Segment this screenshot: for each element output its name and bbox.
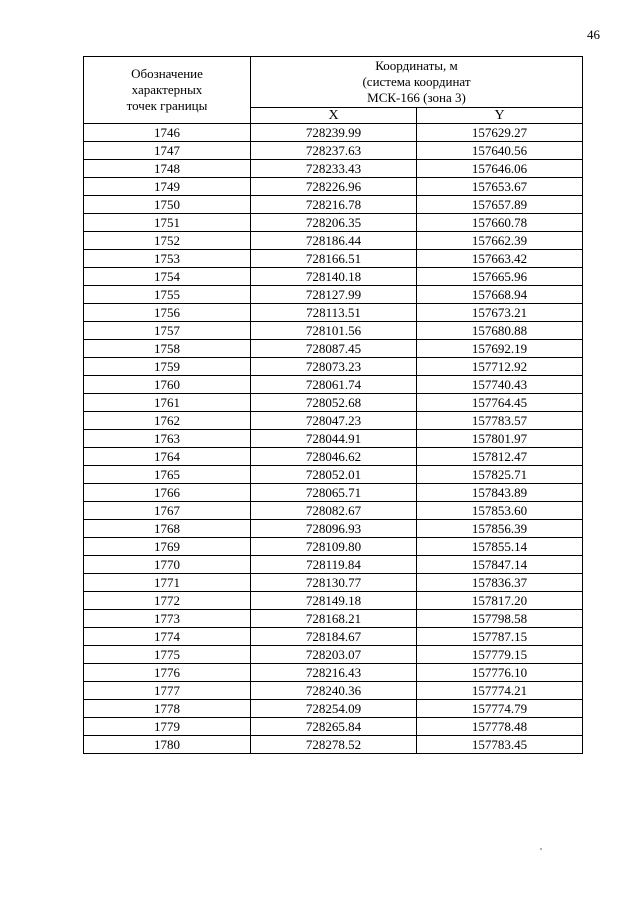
- x-cell: 728240.36: [251, 682, 417, 700]
- x-cell: 728186.44: [251, 232, 417, 250]
- x-cell: 728096.93: [251, 520, 417, 538]
- table-row: [84, 682, 583, 700]
- y-cell: 157783.57: [417, 412, 583, 430]
- point-cell: 1770: [84, 556, 251, 574]
- table-row: [84, 250, 583, 268]
- table-row: [84, 664, 583, 682]
- x-cell: 728203.07: [251, 646, 417, 664]
- point-cell: 1759: [84, 358, 251, 376]
- y-cell: 157825.71: [417, 466, 583, 484]
- point-cell: 1779: [84, 718, 251, 736]
- table-row: [84, 574, 583, 592]
- table-row: [84, 376, 583, 394]
- x-cell: 728044.91: [251, 430, 417, 448]
- table-row: [84, 232, 583, 250]
- point-cell: 1757: [84, 322, 251, 340]
- y-cell: 157836.37: [417, 574, 583, 592]
- x-cell: 728254.09: [251, 700, 417, 718]
- x-cell: 728101.56: [251, 322, 417, 340]
- x-cell: 728278.52: [251, 736, 417, 754]
- y-cell: 157653.67: [417, 178, 583, 196]
- x-cell: 728052.68: [251, 394, 417, 412]
- y-cell: 157665.96: [417, 268, 583, 286]
- y-cell: 157764.45: [417, 394, 583, 412]
- table-row: [84, 196, 583, 214]
- point-cell: 1758: [84, 340, 251, 358]
- point-cell: 1746: [84, 124, 251, 142]
- x-cell: 728087.45: [251, 340, 417, 358]
- x-cell: 728046.62: [251, 448, 417, 466]
- table-row: [84, 448, 583, 466]
- y-cell: 157812.47: [417, 448, 583, 466]
- x-cell: 728166.51: [251, 250, 417, 268]
- point-cell: 1774: [84, 628, 251, 646]
- y-cell: 157673.21: [417, 304, 583, 322]
- table-row: [84, 700, 583, 718]
- x-cell: 728119.84: [251, 556, 417, 574]
- x-cell: 728109.80: [251, 538, 417, 556]
- y-cell: 157662.39: [417, 232, 583, 250]
- x-cell: 728216.43: [251, 664, 417, 682]
- header-x: X: [251, 108, 417, 124]
- y-cell: 157646.06: [417, 160, 583, 178]
- x-cell: 728233.43: [251, 160, 417, 178]
- table-row: [84, 160, 583, 178]
- table-row: [84, 214, 583, 232]
- x-cell: 728226.96: [251, 178, 417, 196]
- y-cell: 157779.15: [417, 646, 583, 664]
- table-row: [84, 340, 583, 358]
- table-row: [84, 466, 583, 484]
- table-row: [84, 286, 583, 304]
- point-cell: 1767: [84, 502, 251, 520]
- y-cell: 157843.89: [417, 484, 583, 502]
- table-body: [84, 124, 583, 754]
- x-cell: 728127.99: [251, 286, 417, 304]
- x-cell: 728140.18: [251, 268, 417, 286]
- table-row: [84, 142, 583, 160]
- table-row: [84, 736, 583, 754]
- point-cell: 1763: [84, 430, 251, 448]
- point-cell: 1778: [84, 700, 251, 718]
- point-cell: 1780: [84, 736, 251, 754]
- x-cell: 728065.71: [251, 484, 417, 502]
- point-cell: 1766: [84, 484, 251, 502]
- y-cell: 157668.94: [417, 286, 583, 304]
- table-row: [84, 304, 583, 322]
- point-cell: 1762: [84, 412, 251, 430]
- y-cell: 157776.10: [417, 664, 583, 682]
- y-cell: 157680.88: [417, 322, 583, 340]
- y-cell: 157778.48: [417, 718, 583, 736]
- table-row: [84, 430, 583, 448]
- x-cell: 728216.78: [251, 196, 417, 214]
- point-cell: 1747: [84, 142, 251, 160]
- table-row: [84, 178, 583, 196]
- point-cell: 1768: [84, 520, 251, 538]
- point-cell: 1751: [84, 214, 251, 232]
- header-coordinates: Координаты, м (система координат МСК-166 (зона 3): [251, 57, 583, 108]
- x-cell: 728130.77: [251, 574, 417, 592]
- x-cell: 728265.84: [251, 718, 417, 736]
- y-cell: 157801.97: [417, 430, 583, 448]
- point-cell: 1772: [84, 592, 251, 610]
- x-cell: 728052.01: [251, 466, 417, 484]
- table-row: [84, 646, 583, 664]
- point-cell: 1750: [84, 196, 251, 214]
- table-row: [84, 484, 583, 502]
- point-cell: 1752: [84, 232, 251, 250]
- y-cell: 157657.89: [417, 196, 583, 214]
- point-cell: 1764: [84, 448, 251, 466]
- x-cell: 728082.67: [251, 502, 417, 520]
- table-row: [84, 124, 583, 142]
- y-cell: 157774.79: [417, 700, 583, 718]
- y-cell: 157847.14: [417, 556, 583, 574]
- y-cell: 157692.19: [417, 340, 583, 358]
- y-cell: 157853.60: [417, 502, 583, 520]
- x-cell: 728184.67: [251, 628, 417, 646]
- point-cell: 1756: [84, 304, 251, 322]
- x-cell: 728149.18: [251, 592, 417, 610]
- table-row: [84, 538, 583, 556]
- y-cell: 157740.43: [417, 376, 583, 394]
- y-cell: 157855.14: [417, 538, 583, 556]
- table-row: [84, 268, 583, 286]
- table-row: [84, 394, 583, 412]
- y-cell: 157640.56: [417, 142, 583, 160]
- y-cell: 157663.42: [417, 250, 583, 268]
- table-row: [84, 628, 583, 646]
- point-cell: 1753: [84, 250, 251, 268]
- table-row: [84, 592, 583, 610]
- table-row: [84, 412, 583, 430]
- y-cell: 157774.21: [417, 682, 583, 700]
- point-cell: 1749: [84, 178, 251, 196]
- point-cell: 1748: [84, 160, 251, 178]
- point-cell: 1769: [84, 538, 251, 556]
- scan-speck: [540, 848, 542, 850]
- y-cell: 157817.20: [417, 592, 583, 610]
- table-row: [84, 520, 583, 538]
- point-cell: 1777: [84, 682, 251, 700]
- point-cell: 1776: [84, 664, 251, 682]
- table-row: [84, 502, 583, 520]
- y-cell: 157712.92: [417, 358, 583, 376]
- table-row: [84, 610, 583, 628]
- table-row: [84, 718, 583, 736]
- point-cell: 1765: [84, 466, 251, 484]
- y-cell: 157787.15: [417, 628, 583, 646]
- y-cell: 157798.58: [417, 610, 583, 628]
- header-y: Y: [417, 108, 583, 124]
- table-row: [84, 322, 583, 340]
- header-row: [84, 57, 583, 108]
- y-cell: 157660.78: [417, 214, 583, 232]
- x-cell: 728206.35: [251, 214, 417, 232]
- x-cell: 728113.51: [251, 304, 417, 322]
- y-cell: 157856.39: [417, 520, 583, 538]
- page-number: 46: [587, 27, 600, 42]
- table-row: [84, 556, 583, 574]
- x-cell: 728061.74: [251, 376, 417, 394]
- x-cell: 728239.99: [251, 124, 417, 142]
- table-row: [84, 358, 583, 376]
- x-cell: 728073.23: [251, 358, 417, 376]
- point-cell: 1755: [84, 286, 251, 304]
- header-point-designation: Обозначение характерных точек границы: [84, 57, 251, 124]
- point-cell: 1761: [84, 394, 251, 412]
- coordinates-table: [83, 56, 583, 754]
- x-cell: 728168.21: [251, 610, 417, 628]
- point-cell: 1773: [84, 610, 251, 628]
- point-cell: 1771: [84, 574, 251, 592]
- point-cell: 1754: [84, 268, 251, 286]
- x-cell: 728237.63: [251, 142, 417, 160]
- y-cell: 157629.27: [417, 124, 583, 142]
- x-cell: 728047.23: [251, 412, 417, 430]
- y-cell: 157783.45: [417, 736, 583, 754]
- point-cell: 1775: [84, 646, 251, 664]
- point-cell: 1760: [84, 376, 251, 394]
